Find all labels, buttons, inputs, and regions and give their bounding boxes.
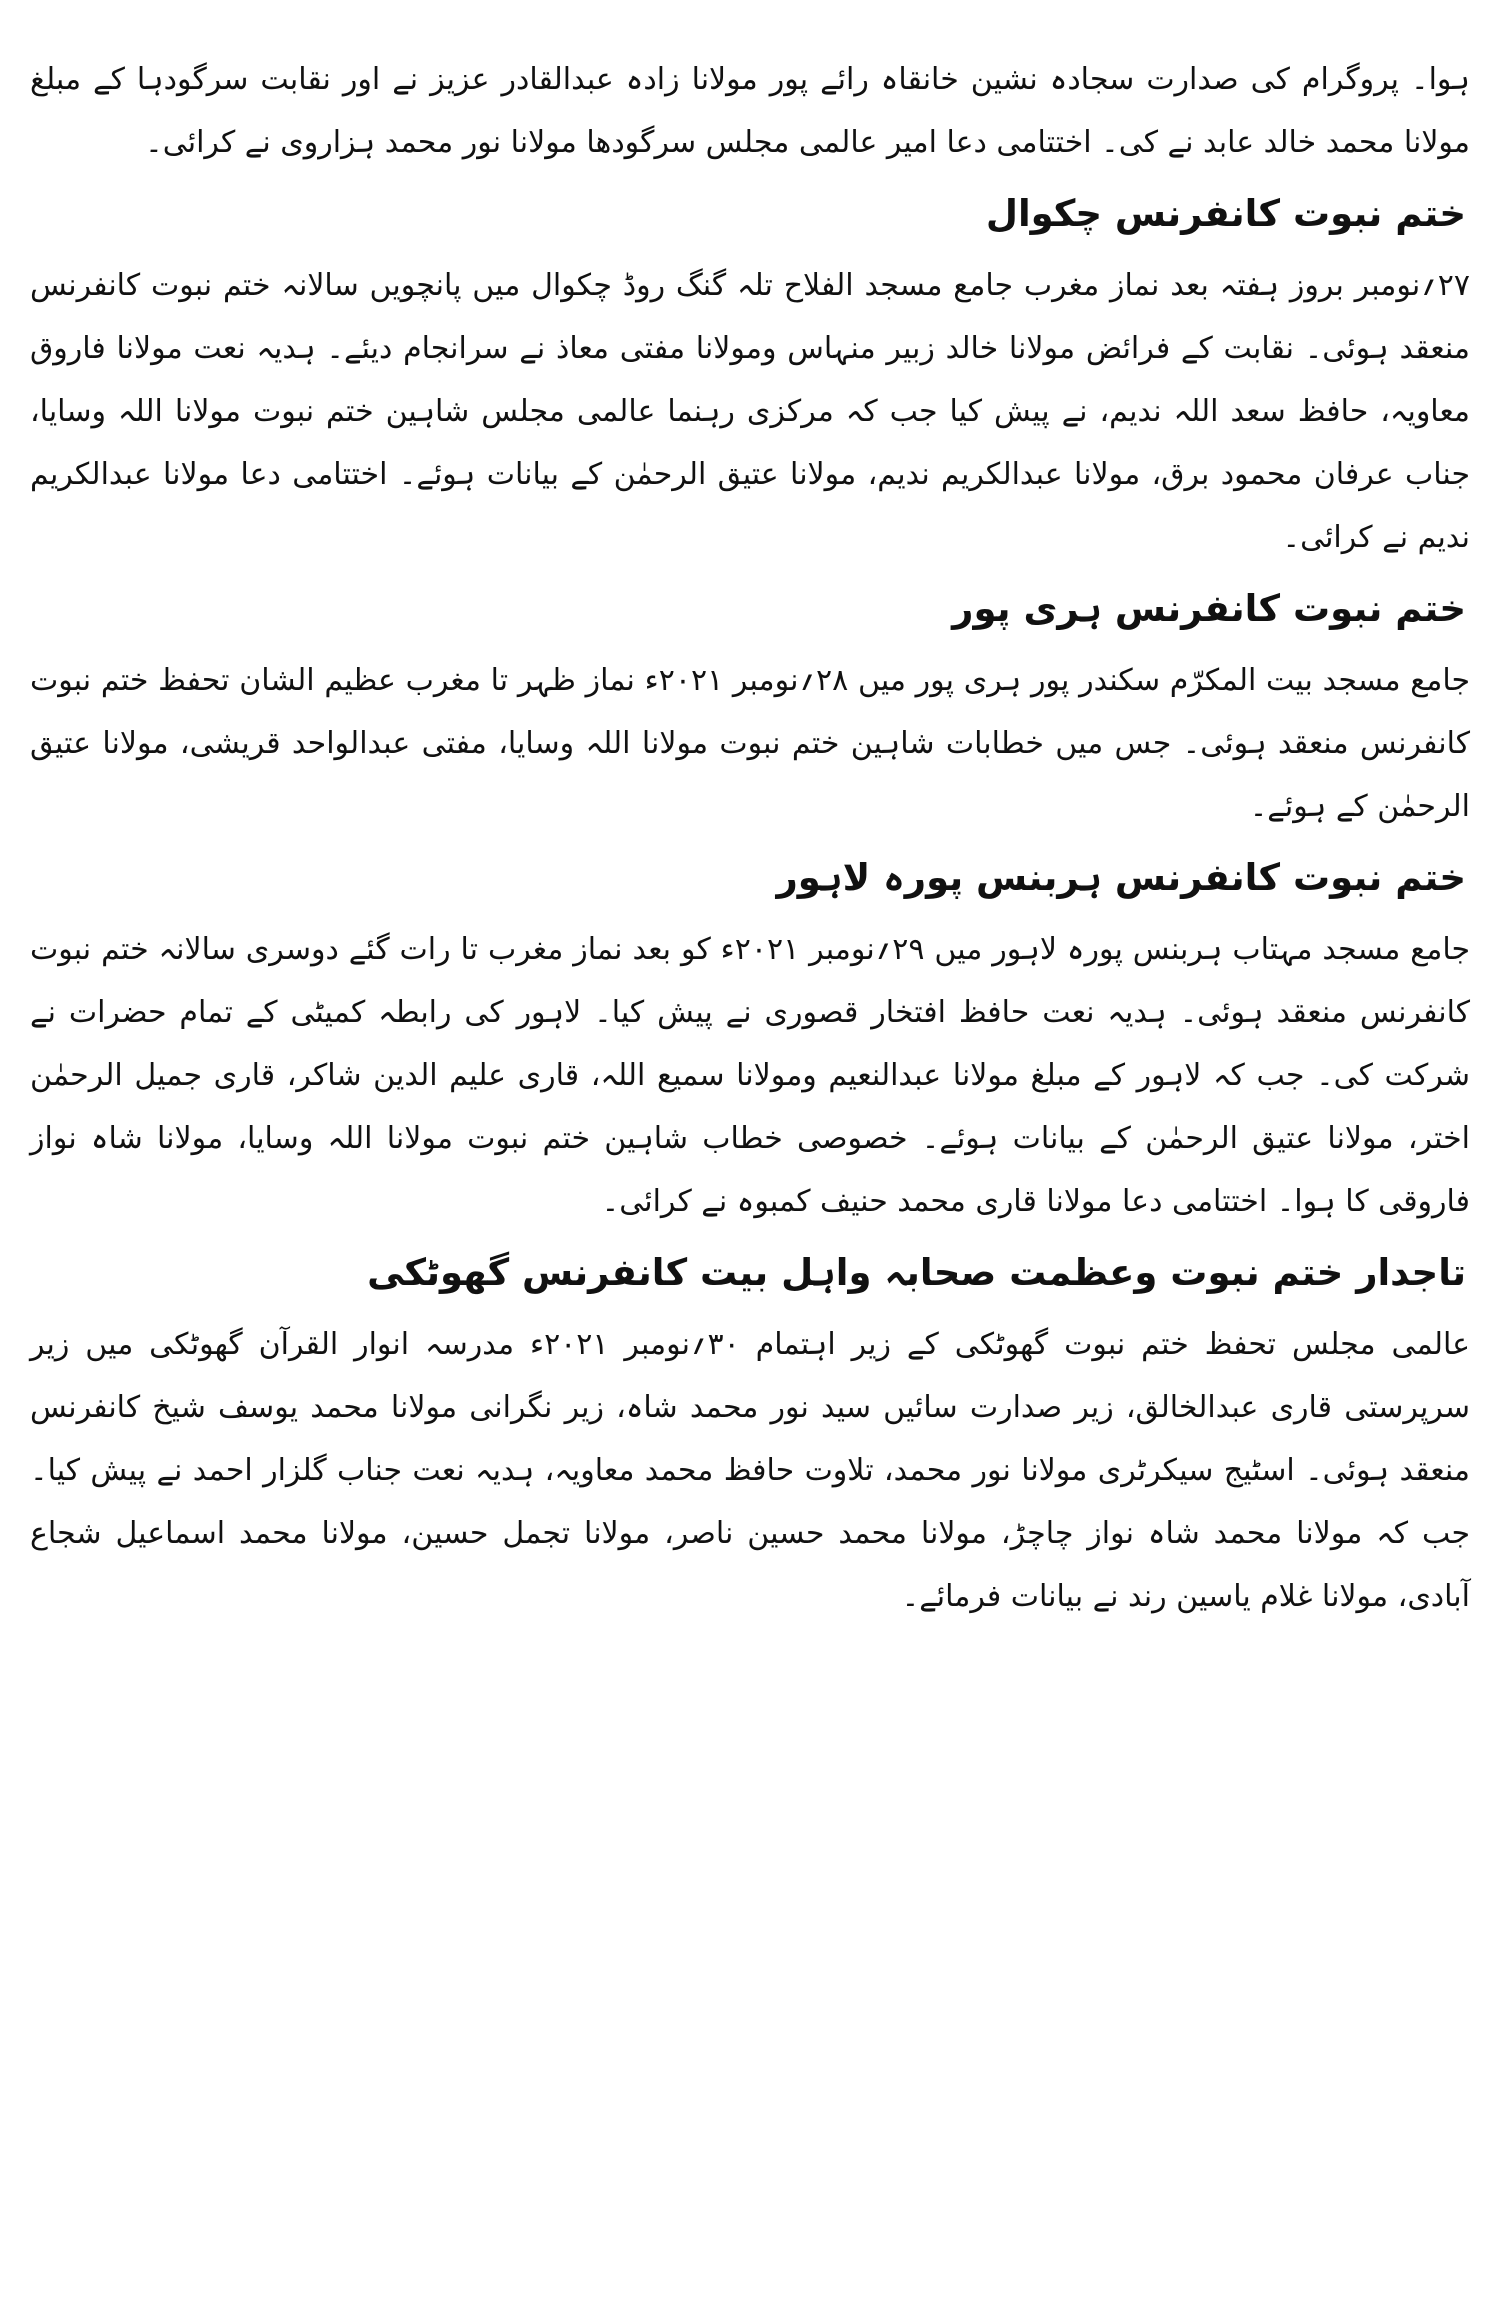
section-body-haripur: جامع مسجد بیت المکرّم سکندر پور ہری پور میں ۲۸؍نومبر ۲۰۲۱ء نماز ظہر تا مغرب عظیم الشان تحفظ ختم نبوت کانفرنس منعقد ہوئی۔ جس میں خطابات شاہین ختم نبوت مولانا اللہ وسایا، مفتی عبدالواحد قریشی، مولانا عتیق الرحمٰن کے ہوئے۔ xyxy=(30,663,1470,824)
section-heading-haripur: ختم نبوت کانفرنس ہری پور xyxy=(952,587,1466,630)
section-body-chakwal: ۲۷؍نومبر بروز ہفتہ بعد نماز مغرب جامع مسجد الفلاح تلہ گنگ روڈ چکوال میں پانچویں سالانہ ختم نبوت کانفرنس منعقد ہوئی۔ نقابت کے فرائض مولانا خالد زبیر منہاس ومولانا مفتی معاذ نے سرانجام دیئے۔ ہدیہ نعت مولانا فاروق معاویہ، حافظ سعد اللہ ندیم، نے پیش کیا جب کہ مرکزی رہنما عالمی مجلس شاہین ختم نبوت مولانا اللہ وسایا، جناب عرفان محمود برق، مولانا عبدالکریم ندیم، مولانا عتیق الرحمٰن کے بیانات ہوئے۔ اختتامی دعا مولانا عبدالکریم ندیم نے کرائی۔ xyxy=(30,268,1470,555)
section-body-harbanspura: جامع مسجد مہتاب ہربنس پورہ لاہور میں ۲۹؍نومبر ۲۰۲۱ء کو بعد نماز مغرب تا رات گئے دوسری سالانہ ختم نبوت کانفرنس منعقد ہوئی۔ ہدیہ نعت حافظ افتخار قصوری نے پیش کیا۔ لاہور کی رابطہ کمیٹی کے تمام حضرات نے شرکت کی۔ جب کہ لاہور کے مبلغ مولانا عبدالنعیم ومولانا سمیع اللہ، قاری علیم الدین شاکر، قاری جمیل الرحمٰن اختر، مولانا عتیق الرحمٰن کے بیانات ہوئے۔ خصوصی خطاب شاہین ختم نبوت مولانا اللہ وسایا، مولانا شاہ نواز فاروقی کا ہوا۔ اختتامی دعا مولانا قاری محمد حنیف کمبوہ نے کرائی۔ xyxy=(30,932,1471,1219)
section-heading-ghotki: تاجدار ختم نبوت وعظمت صحابہ واہل بیت کانفرنس گھوٹکی xyxy=(367,1251,1466,1294)
section-heading-chakwal: ختم نبوت کانفرنس چکوال xyxy=(985,192,1466,235)
intro-paragraph: ہوا۔ پروگرام کی صدارت سجادہ نشین خانقاہ رائے پور مولانا زادہ عبدالقادر عزیز نے اور نقابت سرگودہا کے مبلغ مولانا محمد خالد عابد نے کی۔ اختتامی دعا امیر عالمی مجلس سرگودھا مولانا نور محمد ہزاروی نے کرائی۔ xyxy=(30,62,1470,160)
section-heading-harbanspura: ختم نبوت کانفرنس ہربنس پورہ لاہور xyxy=(776,856,1466,899)
section-body-ghotki: عالمی مجلس تحفظ ختم نبوت گھوٹکی کے زیر اہتمام ۳۰؍نومبر ۲۰۲۱ء مدرسہ انوار القرآن گھوٹکی میں زیر سرپرستی قاری عبدالخالق، زیر صدارت سائیں سید نور محمد شاہ، زیر نگرانی مولانا محمد یوسف شیخ کانفرنس منعقد ہوئی۔ اسٹیج سیکرٹری مولانا نور محمد، تلاوت حافظ محمد معاویہ، ہدیہ نعت جناب گلزار احمد نے پیش کیا۔ جب کہ مولانا محمد شاہ نواز چاچڑ، مولانا محمد حسین ناصر، مولانا تجمل حسین، مولانا محمد اسماعیل شجاع آبادی، مولانا غلام یاسین رند نے بیانات فرمائے۔ xyxy=(30,1327,1470,1614)
